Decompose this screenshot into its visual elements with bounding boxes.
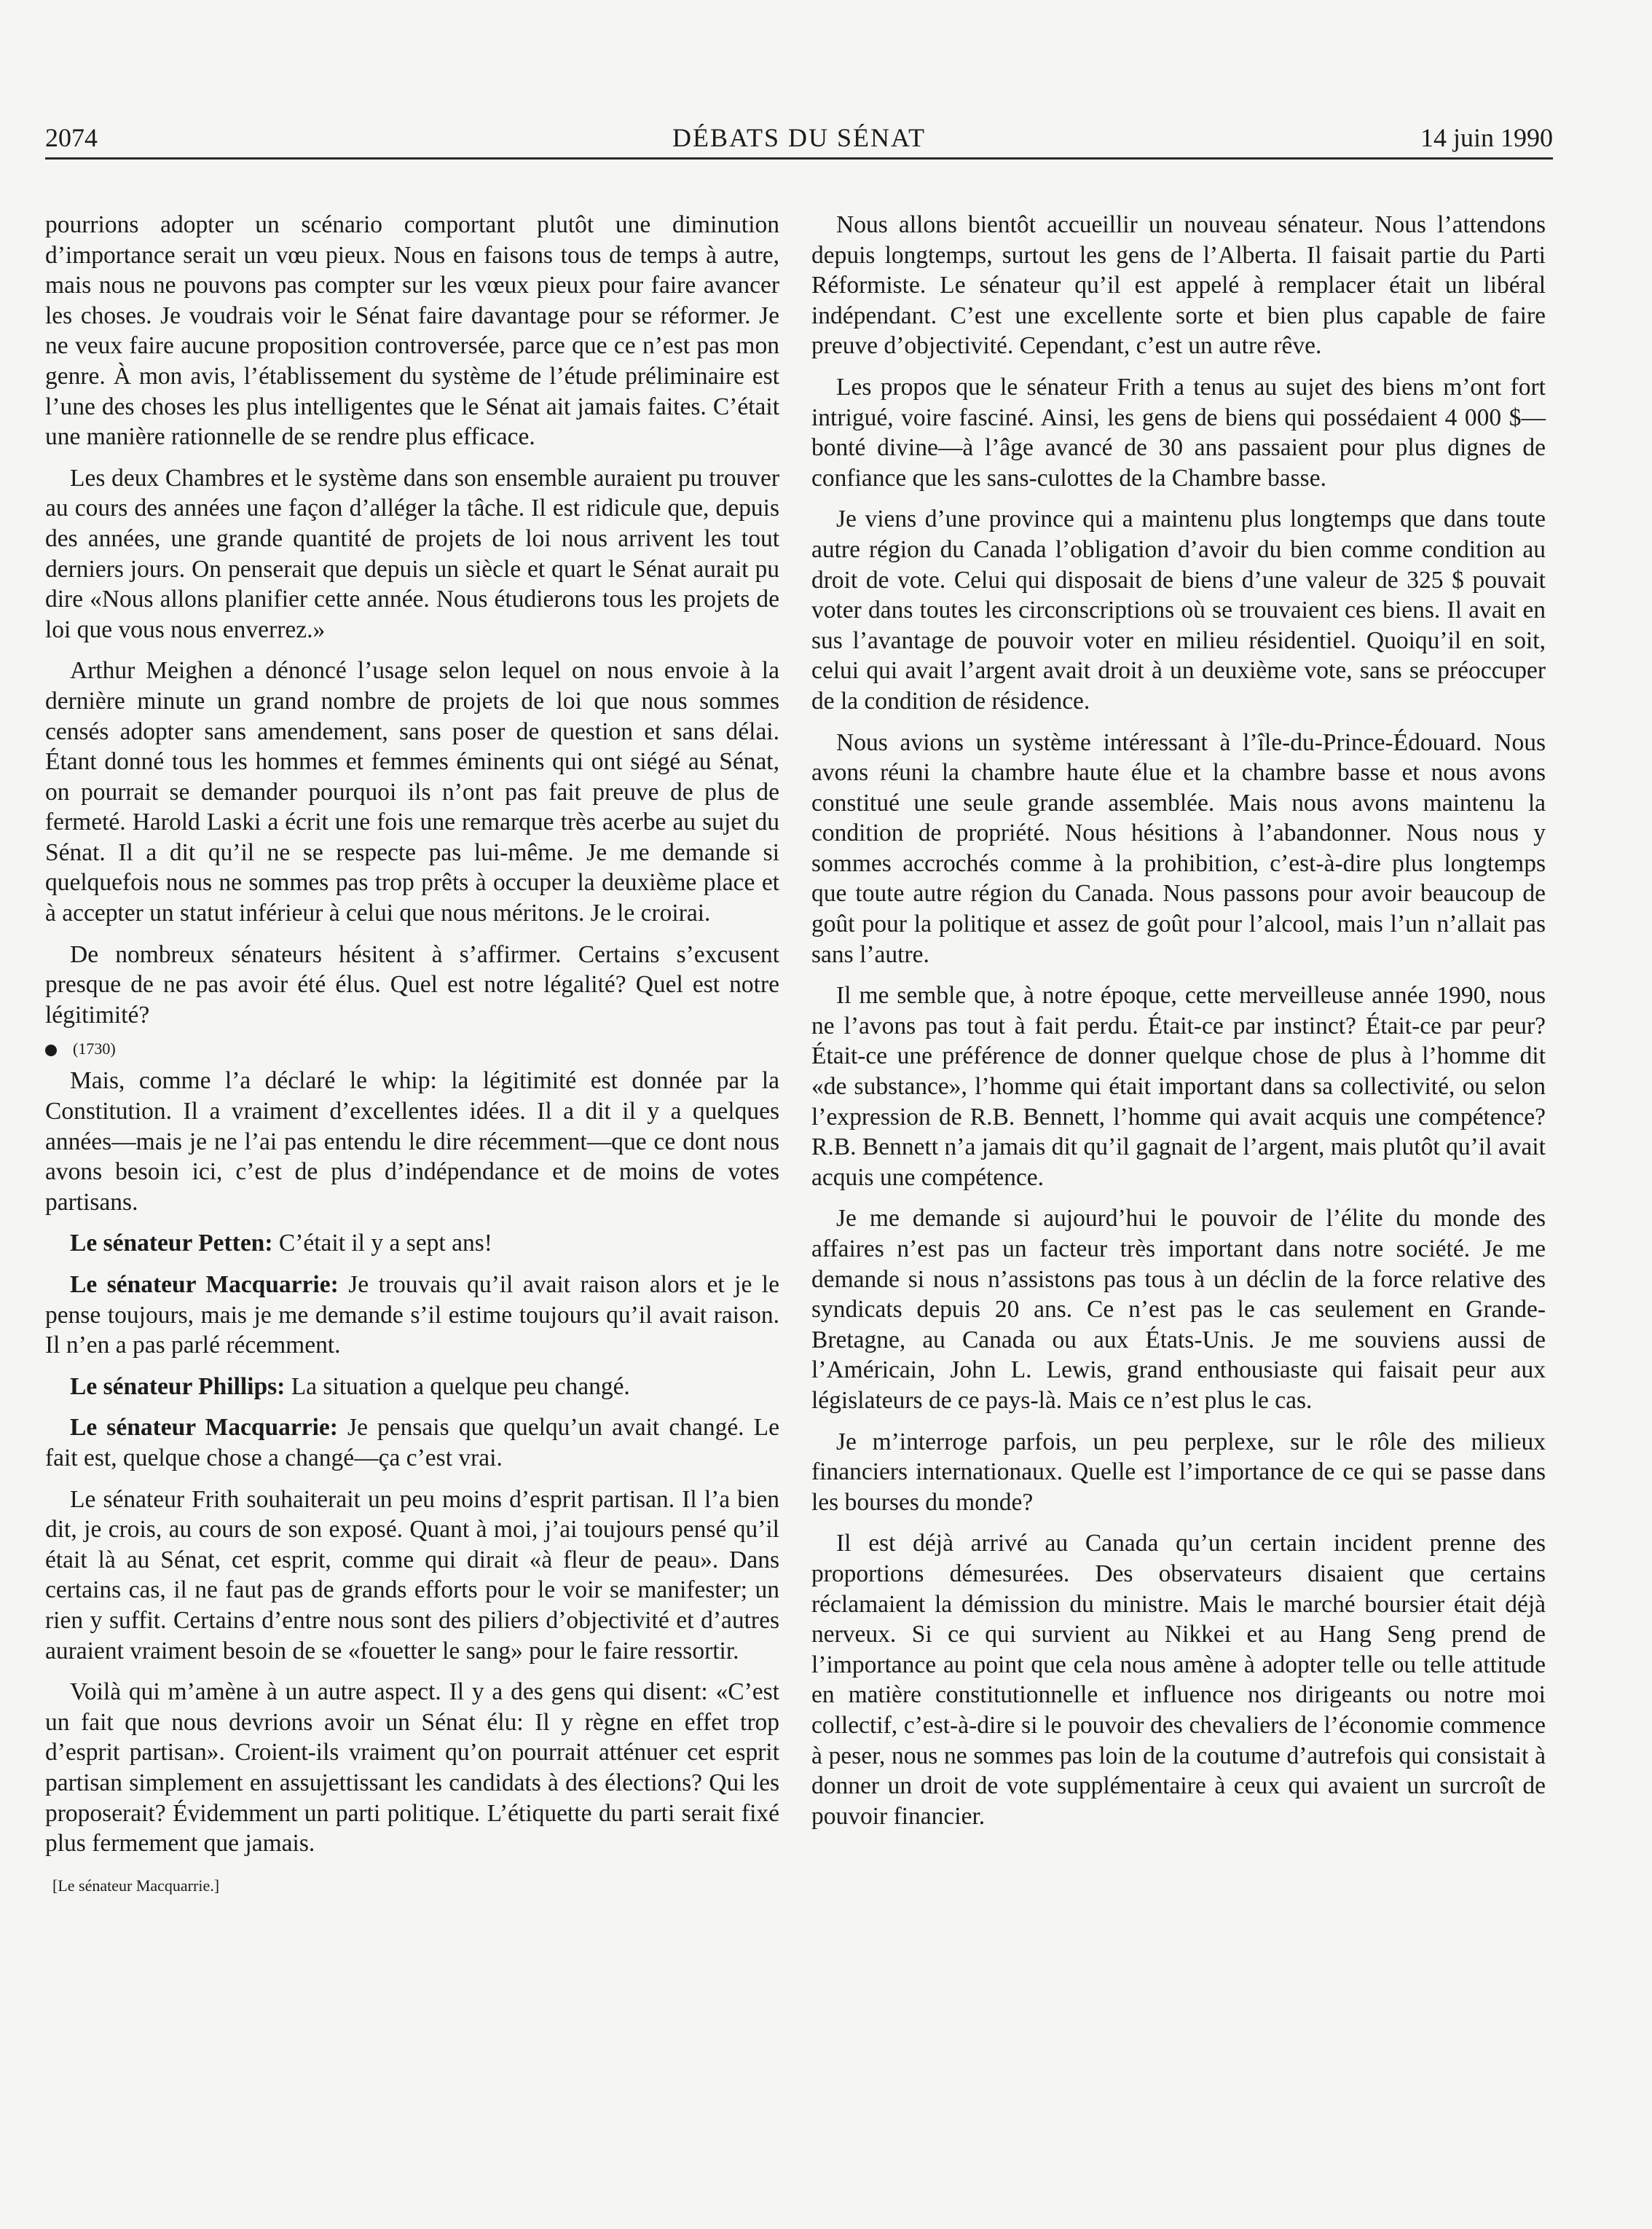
paragraph: Voilà qui m’amène à un autre aspect. Il y a des gens qui disent: «C’est un fait que nous devrions avoir un Sénat élu: Il y règne en effet trop d’esprit partisan». Croient-ils vraiment qu’on pourrait atténuer cet esprit partisan simplement en assujettissant les candidats à des élections? Qui les proposerait? Évidemment un parti politique. L’étiquette du parti serait fixé plus fermement que jamais. bbox=[45, 1678, 779, 1858]
paragraph: pourrions adopter un scénario comportant plutôt une diminution d’importance serait un vœu pieux. Nous en faisons tous de temps à autre, mais nous ne pouvons pas compter sur les vœux pieux pour faire avancer les choses. Je voudrais voir le Sénat faire davantage pour se réformer. Je ne veux faire aucune proposition controversée, parce que ce n’est pas mon genre. À mon avis, l’établissement du système de l’étude préliminaire est l’une des choses les plus intelligentes que le Sénat ait jamais faites. C’était une manière rationnelle de se rendre plus efficace. bbox=[45, 211, 779, 451]
paragraph: Je m’interroge parfois, un peu perplexe, sur le rôle des milieux financiers internationaux. Quelle est l’importance de ce qui se passe dans les bourses du monde? bbox=[811, 1428, 1546, 1516]
speaker-name: Le sénateur Macquarrie: bbox=[70, 1271, 339, 1298]
paragraph: De nombreux sénateurs hésitent à s’affirmer. Certains s’excusent presque de ne pas avoir été élus. Quel est notre légalité? Quel est notre légitimité? bbox=[45, 940, 779, 1029]
speech-text: C’était il y a sept ans! bbox=[272, 1230, 492, 1257]
page-number: 2074 bbox=[45, 123, 98, 152]
left-column bbox=[45, 210, 779, 1897]
speaker-footnote: [Le sénateur Macquarrie.] bbox=[52, 1876, 220, 1895]
speech-text: Je trouvais qu’il avait raison alors et je le pense toujours, mais je me demande s’il estime toujours qu’il avait raison. Il n’en a pas parlé récemment. bbox=[45, 1271, 779, 1359]
speech-text: La situation a quelque peu changé. bbox=[285, 1372, 630, 1400]
publication-title: DÉBATS DU SÉNAT bbox=[672, 123, 927, 152]
paragraph: Arthur Meighen a dénoncé l’usage selon lequel on nous envoie à la dernière minute un grand nombre de projets de loi que nous sommes censés adopter sans amendement, sans poser de question et sans délai. Étant donné tous les hommes et femmes éminents qui ont siégé au Sénat, on pourrait se demander pourquoi ils n’ont pas fait preuve de plus de fermeté. Harold Laski a écrit une fois une remarque très acerbe au sujet du Sénat. Il a dit qu’il ne se respecte pas lui-même. Je me demande si quelquefois nous ne sommes pas trop prêts à occuper la deuxième place et à accepter un statut inférieur à celui que nous méritons. Je le croirai. bbox=[45, 657, 779, 927]
speech-paragraph bbox=[45, 1228, 779, 1259]
paragraph: Je viens d’une province qui a maintenu plus longtemps que dans toute autre région du Canada l’obligation d’avoir du bien comme condition au droit de vote. Celui qui disposait de biens d’une valeur de 325 $ pouvait voter dans toutes les circonscriptions où se trouvaient ces biens. Il avait en sus l’avantage de pouvoir voter en milieu résidentiel. Quoiqu’il en soit, celui qui avait l’argent avait droit à un deuxième vote, sans se préoccuper de la condition de résidence. bbox=[811, 506, 1546, 715]
speech-paragraph bbox=[45, 1372, 779, 1402]
bullet-icon bbox=[45, 1045, 57, 1056]
speaker-name: Le sénateur Phillips: bbox=[70, 1372, 286, 1400]
speaker-name: Le sénateur Macquarrie: bbox=[70, 1414, 338, 1442]
paragraph: Les propos que le sénateur Frith a tenus au sujet des biens m’ont fort intrigué, voire fasciné. Ainsi, les gens de biens qui possédaient 4 000 $—bonté divine—à l’âge avancé de 30 ans passaient pour plus dignes de confiance que les sans-culottes de la Chambre basse. bbox=[811, 373, 1546, 492]
paragraph: Je me demande si aujourd’hui le pouvoir de l’élite du monde des affaires n’est pas un facteur très important dans notre société. Je me demande si nous n’assistons pas tous à un déclin de la force relative des syndicats depuis 20 ans. Ce n’est pas le cas seulement en Grande-Bretagne, au Canada ou aux États-Unis. Je me souviens aussi de l’Américain, John L. Lewis, grand enthousiaste qui faisait peur aux législateurs de ce pays-là. Mais ce n’est plus le cas. bbox=[811, 1205, 1546, 1414]
time-marker bbox=[45, 1038, 779, 1060]
time-marker-text: (1730) bbox=[73, 1039, 116, 1058]
publication-date: 14 juin 1990 bbox=[1420, 123, 1553, 152]
paragraph: Nous allons bientôt accueillir un nouveau sénateur. Nous l’attendons depuis longtemps, surtout les gens de l’Alberta. Il faisait partie du Parti Réformiste. Le sénateur qu’il est appelé à remplacer était un libéral indépendant. C’est une excellente sorte et bien plus capable de faire preuve d’objectivité. Cependant, c’est un autre rêve. bbox=[811, 211, 1546, 360]
paragraph: Les deux Chambres et le système dans son ensemble auraient pu trouver au cours des années une façon d’alléger la tâche. Il est ridicule que, depuis des années, une grande quantité de projets de loi nous arrivent les tout derniers jours. On penserait que depuis un siècle et quart le Sénat aurait pu dire «Nous allons planifier cette année. Nous étudierons tous les projets de loi que vous nous enverrez.» bbox=[45, 464, 779, 643]
right-column bbox=[811, 210, 1546, 1842]
paragraph: Mais, comme l’a déclaré le whip: la légitimité est donnée par la Constitution. Il a vraiment d’excellentes idées. Il a dit il y a quelques années—mais je ne l’ai pas entendu le dire récemment—que ce dont nous avons besoin ici, c’est de plus d’indépendance et de moins de votes partisans. bbox=[45, 1067, 779, 1216]
speaker-name: Le sénateur Petten: bbox=[70, 1230, 273, 1257]
header-rule bbox=[45, 157, 1553, 160]
paragraph: Nous avions un système intéressant à l’île-du-Prince-Édouard. Nous avons réuni la chambre haute élue et la chambre basse et nous avons constitué une seule grande assemblée. Mais nous avons maintenu la condition de propriété. Nous hésitions à l’abandonner. Nous nous y sommes accrochés comme à la prohibition, c’est-à-dire plus longtemps que toute autre région du Canada. Nous passons pour avoir beaucoup de goût pour la politique et assez de goût pour l’alcool, mais l’un n’allait pas sans l’autre. bbox=[811, 728, 1546, 968]
speech-paragraph bbox=[45, 1412, 779, 1473]
paragraph: Il me semble que, à notre époque, cette merveilleuse année 1990, nous ne l’avons pas tout à fait perdu. Était-ce par instinct? Était-ce par peur? Était-ce une préférence de donner quelque chose de plus à l’homme dit «de substance», l’homme qui était important dans sa collectivité, ou selon l’expression de R.B. Bennett, l’homme qui avait acquis une compétence? R.B. Bennett n’a jamais dit qu’il gagnait de l’argent, mais plutôt qu’il avait acquis une compétence. bbox=[811, 982, 1546, 1191]
paragraph: Il est déjà arrivé au Canada qu’un certain incident prenne des proportions démesurées. Des observateurs disaient que certains réclamaient la démission du ministre. Mais le marché boursier était déjà nerveux. Si ce qui survient au Nikkei et au Hang Seng prend de l’importance au point que cela nous amène à adopter telle ou telle attitude en matière constitutionnelle et influence nos dirigeants ou notre moi collectif, c’est-à-dire si le pouvoir des chevaliers de l’économie commence à peser, nous ne sommes pas loin de la coutume d’autrefois qui consistait à donner un droit de vote supplémentaire à ceux qui avaient un surcroît de pouvoir financier. bbox=[811, 1530, 1546, 1830]
speech-text: Je pensais que quelqu’un avait changé. Le fait est, quelque chose a changé—ça c’est vrai. bbox=[45, 1414, 779, 1471]
speech-paragraph bbox=[45, 1270, 779, 1361]
paragraph: Le sénateur Frith souhaiterait un peu moins d’esprit partisan. Il l’a bien dit, je crois, au cours de son exposé. Quant à moi, j’ai toujours pensé qu’il était là au Sénat, cet esprit, comme qui dirait «à fleur de peau». Dans certains cas, il ne faut pas de grands efforts pour le voir se manifester; un rien y suffit. Certains d’entre nous sont des piliers d’objectivité et d’autres auraient vraiment besoin de se «fouetter le sang» pour le faire ressortir. bbox=[45, 1485, 779, 1664]
page-header bbox=[45, 122, 1553, 160]
